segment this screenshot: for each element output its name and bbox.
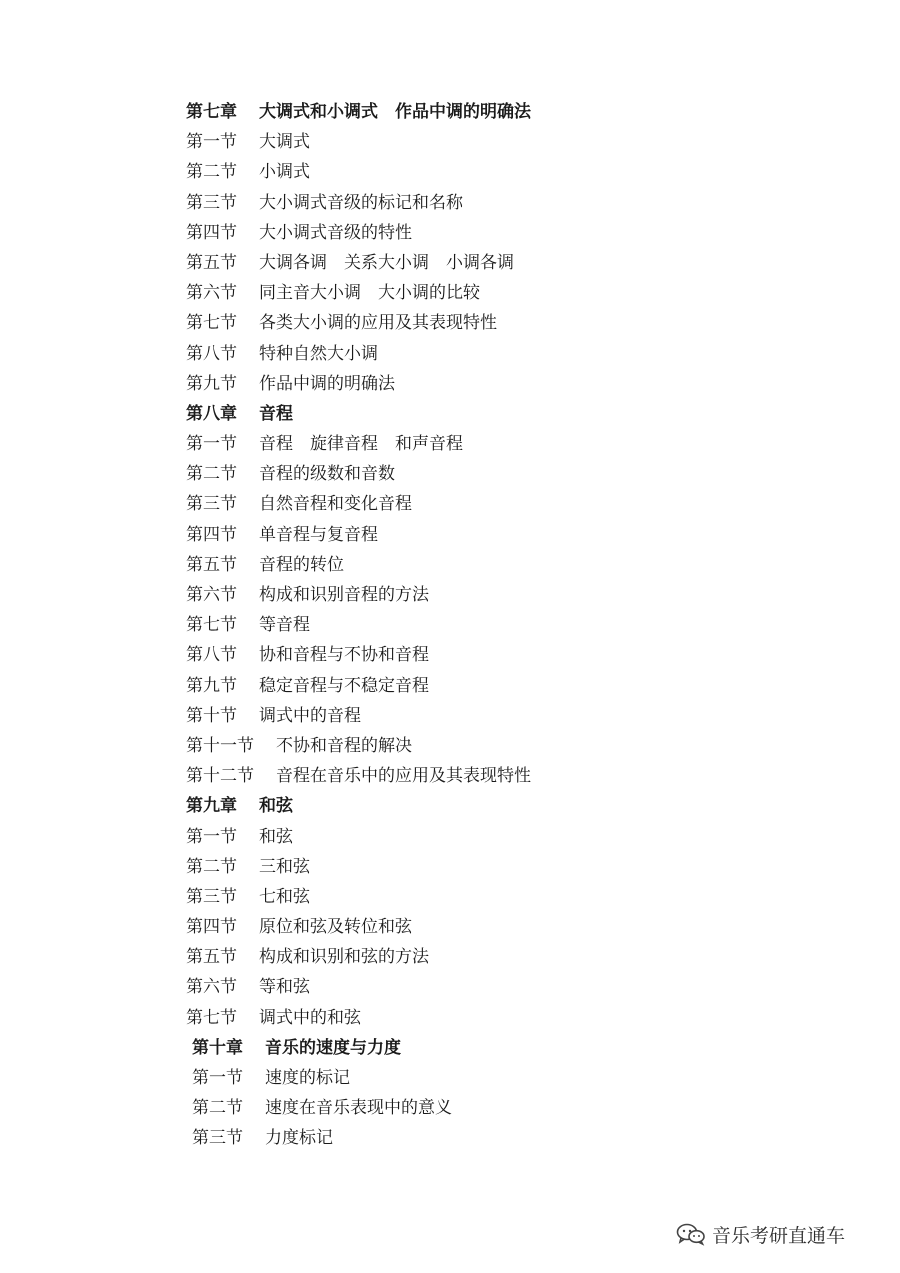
toc-number: 第七节 xyxy=(186,615,237,636)
toc-number: 第二节 xyxy=(186,162,237,183)
toc-number: 第四节 xyxy=(186,917,237,938)
toc-section xyxy=(0,852,900,882)
toc-title: 原位和弦及转位和弦 xyxy=(259,917,412,938)
toc-section xyxy=(0,157,900,187)
toc-section xyxy=(0,822,900,852)
toc-section xyxy=(0,671,900,701)
toc-section xyxy=(0,1123,900,1153)
toc-section xyxy=(0,278,900,308)
toc-title: 和弦 xyxy=(259,826,293,847)
toc-number: 第六节 xyxy=(186,283,237,304)
toc-section xyxy=(0,188,900,218)
toc-number: 第一节 xyxy=(186,434,237,455)
toc-number: 第六节 xyxy=(186,977,237,998)
toc-section xyxy=(0,369,900,399)
toc-number: 第八节 xyxy=(186,343,237,364)
toc-chapter xyxy=(0,399,900,429)
toc-title: 大小调式音级的标记和名称 xyxy=(259,192,463,213)
toc-section xyxy=(0,640,900,670)
table-of-contents xyxy=(0,97,900,1154)
toc-number: 第四节 xyxy=(186,222,237,243)
toc-number: 第五节 xyxy=(186,252,237,273)
toc-number: 第十章 xyxy=(192,1037,243,1058)
toc-title: 音程 旋律音程 和声音程 xyxy=(259,434,463,455)
toc-title: 三和弦 xyxy=(259,856,310,877)
toc-section xyxy=(0,580,900,610)
toc-number: 第七节 xyxy=(186,1007,237,1028)
toc-number: 第二节 xyxy=(192,1098,243,1119)
toc-section xyxy=(0,520,900,550)
toc-number: 第九节 xyxy=(186,675,237,696)
toc-title: 作品中调的明确法 xyxy=(259,373,395,394)
toc-title: 大小调式音级的特性 xyxy=(259,222,412,243)
toc-section xyxy=(0,218,900,248)
toc-chapter xyxy=(0,791,900,821)
toc-title: 稳定音程与不稳定音程 xyxy=(259,675,429,696)
toc-number: 第三节 xyxy=(186,494,237,515)
toc-title: 小调式 xyxy=(259,162,310,183)
toc-title: 等和弦 xyxy=(259,977,310,998)
toc-title: 单音程与复音程 xyxy=(259,524,378,545)
wechat-icon xyxy=(676,1222,706,1246)
toc-section xyxy=(0,429,900,459)
toc-title: 音程的转位 xyxy=(259,554,344,575)
toc-number: 第一节 xyxy=(186,132,237,153)
toc-number: 第三节 xyxy=(192,1128,243,1149)
toc-section xyxy=(0,882,900,912)
toc-number: 第四节 xyxy=(186,524,237,545)
toc-section xyxy=(0,761,900,791)
toc-title: 速度在音乐表现中的意义 xyxy=(265,1098,452,1119)
toc-title: 大调各调 关系大小调 小调各调 xyxy=(259,252,514,273)
toc-section xyxy=(0,972,900,1002)
toc-number: 第五节 xyxy=(186,554,237,575)
toc-section xyxy=(0,339,900,369)
toc-title: 力度标记 xyxy=(265,1128,333,1149)
toc-chapter xyxy=(0,97,900,127)
toc-section xyxy=(0,731,900,761)
toc-number: 第七章 xyxy=(186,102,237,122)
toc-number: 第十二节 xyxy=(186,766,254,787)
toc-number: 第三节 xyxy=(186,886,237,907)
toc-title: 大调式和小调式 作品中调的明确法 xyxy=(259,102,531,122)
toc-number: 第二节 xyxy=(186,464,237,485)
toc-title: 音乐的速度与力度 xyxy=(265,1037,401,1058)
toc-section xyxy=(0,550,900,580)
toc-title: 构成和识别和弦的方法 xyxy=(259,947,429,968)
toc-section xyxy=(0,459,900,489)
watermark-text: 音乐考研直通车 xyxy=(712,1224,846,1247)
toc-section xyxy=(0,942,900,972)
toc-title: 速度的标记 xyxy=(265,1068,350,1088)
toc-title: 音程 xyxy=(259,403,293,424)
toc-number: 第七节 xyxy=(186,313,237,334)
toc-title: 协和音程与不协和音程 xyxy=(259,645,429,666)
toc-number: 第三节 xyxy=(186,192,237,213)
toc-title: 特种自然大小调 xyxy=(259,343,378,364)
toc-title: 调式中的和弦 xyxy=(259,1007,361,1028)
toc-number: 第一节 xyxy=(192,1068,243,1088)
toc-number: 第九章 xyxy=(186,796,237,817)
toc-section xyxy=(0,1093,900,1123)
toc-section xyxy=(0,489,900,519)
toc-title: 调式中的音程 xyxy=(259,705,361,726)
toc-number: 第六节 xyxy=(186,585,237,605)
watermark xyxy=(676,1219,845,1249)
toc-title: 同主音大小调 大小调的比较 xyxy=(259,283,480,304)
toc-title: 各类大小调的应用及其表现特性 xyxy=(259,313,497,334)
toc-number: 第八节 xyxy=(186,645,237,666)
toc-title: 等音程 xyxy=(259,615,310,636)
toc-section xyxy=(0,701,900,731)
toc-number: 第十一节 xyxy=(186,735,254,756)
toc-section xyxy=(0,1063,900,1093)
toc-number: 第八章 xyxy=(186,403,237,424)
toc-title: 音程的级数和音数 xyxy=(259,464,395,485)
toc-title: 不协和音程的解决 xyxy=(276,735,412,756)
toc-title: 自然音程和变化音程 xyxy=(259,494,412,515)
toc-number: 第十节 xyxy=(186,705,237,726)
toc-section xyxy=(0,248,900,278)
toc-title: 和弦 xyxy=(259,796,293,817)
toc-section xyxy=(0,127,900,157)
toc-title: 七和弦 xyxy=(259,886,310,907)
toc-section xyxy=(0,912,900,942)
toc-title: 构成和识别音程的方法 xyxy=(259,585,429,605)
toc-number: 第九节 xyxy=(186,373,237,394)
toc-number: 第二节 xyxy=(186,856,237,877)
toc-title: 大调式 xyxy=(259,132,310,153)
toc-chapter xyxy=(0,1033,900,1063)
toc-section xyxy=(0,308,900,338)
toc-title: 音程在音乐中的应用及其表现特性 xyxy=(276,766,531,787)
toc-number: 第五节 xyxy=(186,947,237,968)
toc-number: 第一节 xyxy=(186,826,237,847)
toc-section xyxy=(0,610,900,640)
toc-section xyxy=(0,1003,900,1033)
